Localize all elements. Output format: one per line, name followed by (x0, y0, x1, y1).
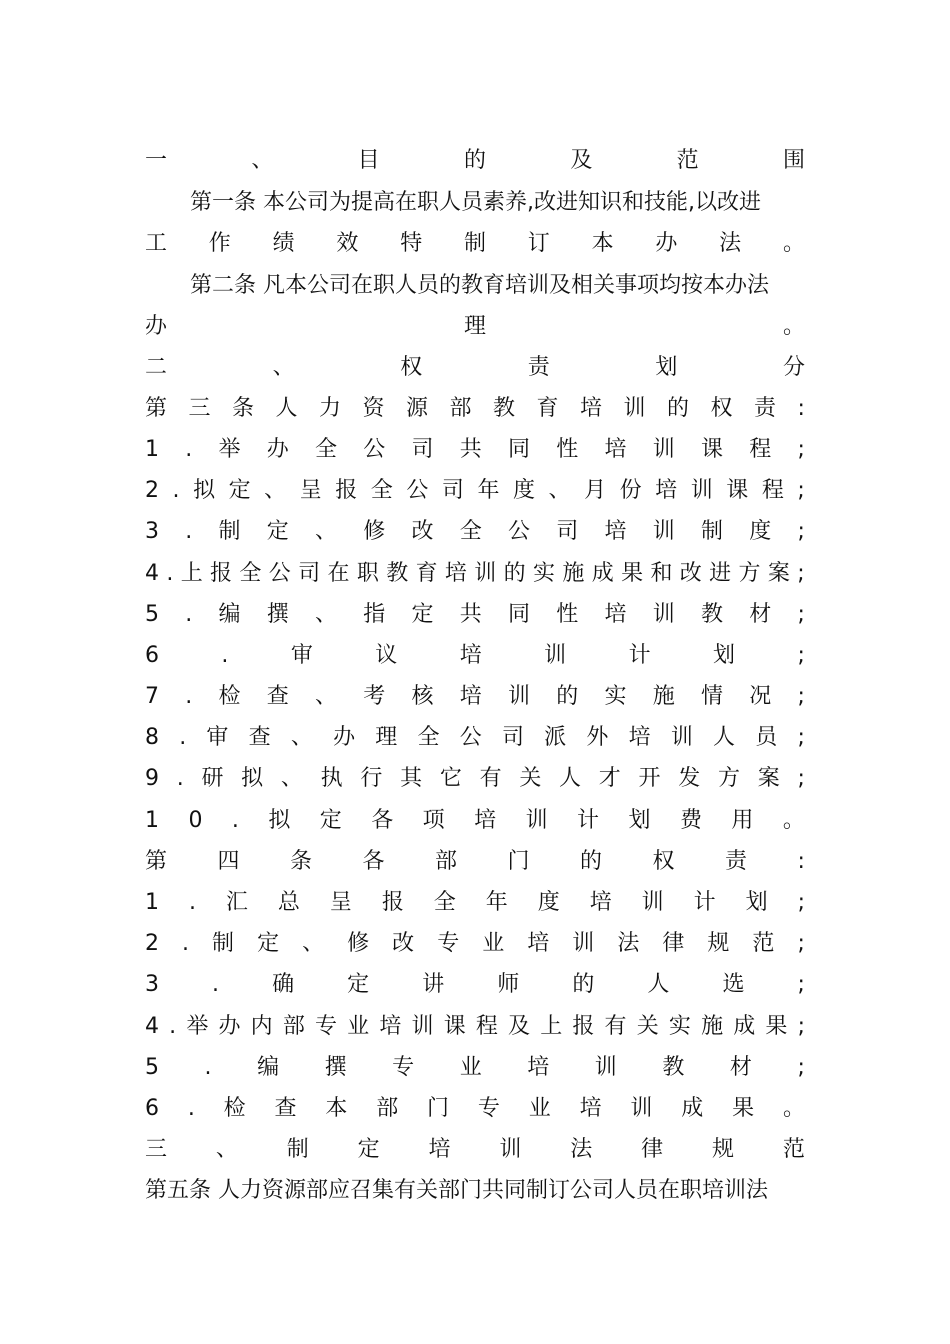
text-line: 工 作 绩 效 特 制 订 本 办 法 。 (145, 231, 805, 256)
text-line: 第 四 条 各 部 门 的 权 责 : (145, 849, 805, 874)
text-line: 5 . 编 撰 专 业 培 训 教 材 ; (145, 1055, 805, 1080)
text-line: 1 . 汇 总 呈 报 全 年 度 培 训 计 划 ; (145, 890, 805, 915)
text-line: 3 . 制 定 、 修 改 全 公 司 培 训 制 度 ; (145, 519, 805, 544)
text-line: 6 . 审 议 培 训 计 划 ; (145, 643, 805, 668)
text-line: 9 . 研 拟 、 执 行 其 它 有 关 人 才 开 发 方 案 ; (145, 766, 805, 791)
text-line: 办 理 。 (145, 314, 805, 339)
text-line: 第五条 人力资源部应召集有关部门共同制订公司人员在职培训法 (145, 1178, 768, 1203)
text-line: 3 . 确 定 讲 师 的 人 选 ; (145, 972, 805, 997)
text-line: 一 、 目 的 及 范 围 (145, 148, 805, 173)
text-line: 二 、 权 责 划 分 (145, 355, 805, 380)
text-line: 第一条 本公司为提高在职人员素养,改进知识和技能,以改进 (190, 190, 761, 215)
text-line: 三 、 制 定 培 训 法 律 规 范 (145, 1137, 805, 1162)
text-line: 5 . 编 撰 、 指 定 共 同 性 培 训 教 材 ; (145, 602, 805, 627)
text-line: 第 三 条 人 力 资 源 部 教 育 培 训 的 权 责 : (145, 396, 805, 421)
text-line: 8 . 审 查 、 办 理 全 公 司 派 外 培 训 人 员 ; (145, 725, 805, 750)
text-line: 第二条 凡本公司在职人员的教育培训及相关事项均按本办法 (190, 273, 769, 298)
text-line: 7 . 检 查 、 考 核 培 训 的 实 施 情 况 ; (145, 684, 805, 709)
text-line: 1 . 举 办 全 公 司 共 同 性 培 训 课 程 ; (145, 437, 805, 462)
text-line: 4 . 举 办 内 部 专 业 培 训 课 程 及 上 报 有 关 实 施 成 果 ; (145, 1014, 805, 1039)
text-line: 6 . 检 查 本 部 门 专 业 培 训 成 果 。 (145, 1096, 805, 1121)
text-line: 4 . 上 报 全 公 司 在 职 教 育 培 训 的 实 施 成 果 和 改 进 方 案 ; (145, 561, 805, 586)
text-line: 2 . 拟 定 、 呈 报 全 公 司 年 度 、 月 份 培 训 课 程 ; (145, 478, 805, 503)
text-line: 1 0 . 拟 定 各 项 培 训 计 划 费 用 。 (145, 808, 805, 833)
text-line: 2 . 制 定 、 修 改 专 业 培 训 法 律 规 范 ; (145, 931, 805, 956)
